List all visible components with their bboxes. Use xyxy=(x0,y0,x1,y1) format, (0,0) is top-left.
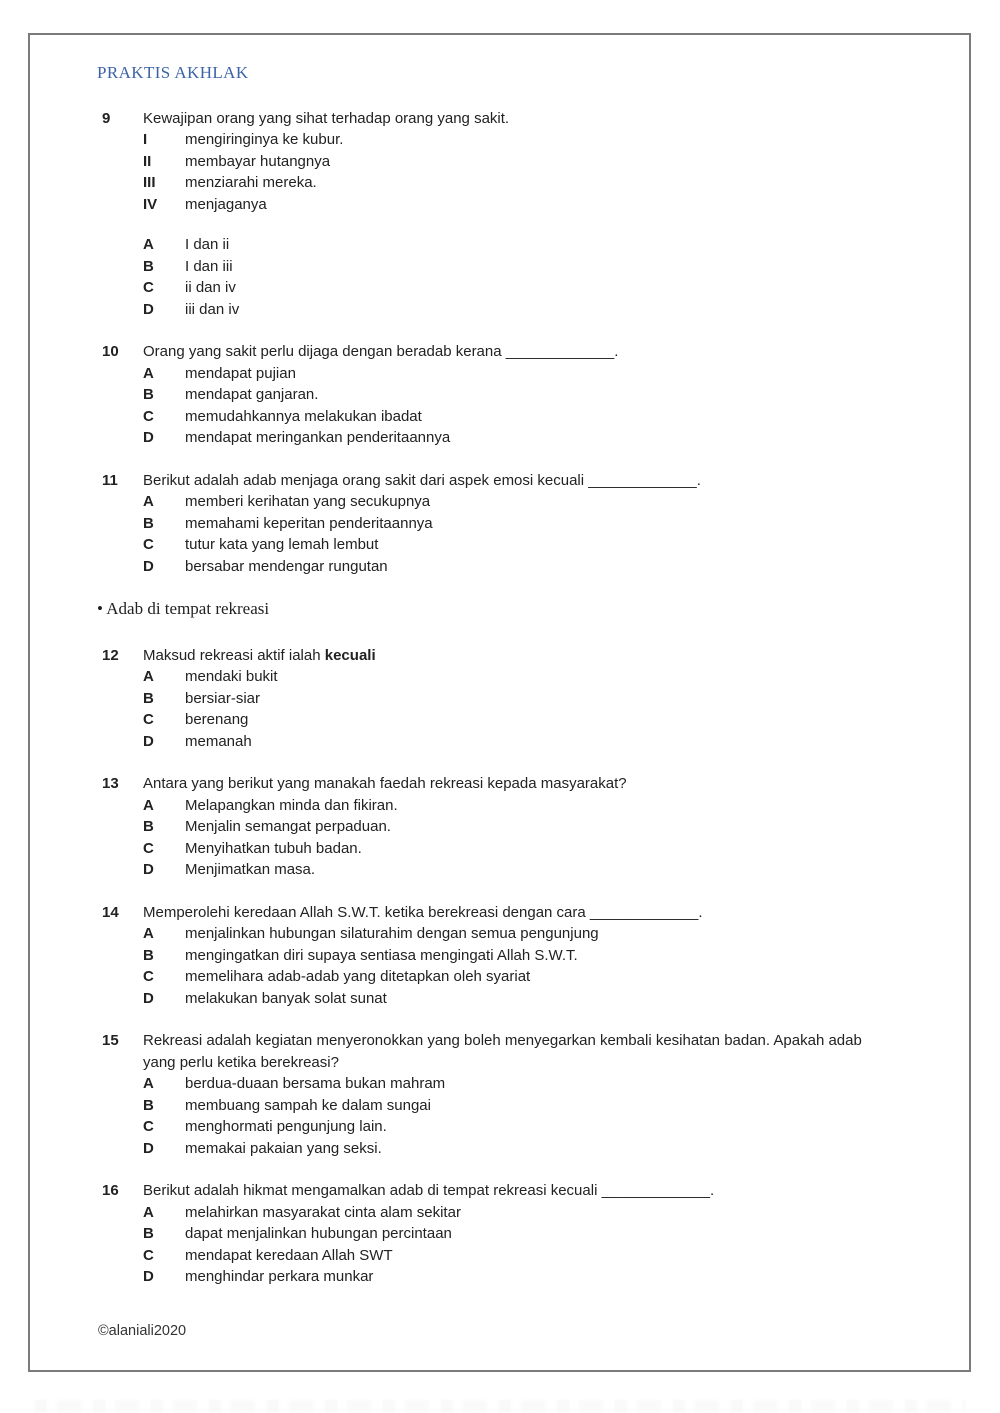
option-text: Melapangkan minda dan fikiran. xyxy=(185,796,398,814)
option-row xyxy=(143,534,907,556)
option-row xyxy=(143,1116,907,1138)
option-row xyxy=(143,966,907,988)
question-text xyxy=(143,902,888,924)
option-text: memberi kerihatan yang secukupnya xyxy=(185,493,431,510)
option-label: C xyxy=(143,536,154,553)
question-text-main: Berikut adalah hikmat mengamalkan adab di tempat rekreasi kecuali _____________. xyxy=(143,1182,715,1199)
question-number: 9 xyxy=(102,109,111,127)
option-label: C xyxy=(143,1118,154,1135)
option-text: ii dan iv xyxy=(185,279,236,296)
option-text: berdua-duaan bersama bukan mahram xyxy=(185,1075,446,1092)
option-label: D xyxy=(143,557,154,575)
question-text-main: Antara yang berikut yang manakah faedah rekreasi kepada masyarakat? xyxy=(143,775,627,792)
option-row xyxy=(143,666,907,688)
statement-text: menziarahi mereka. xyxy=(185,174,317,191)
copyright-footer: ©alaniali2020 xyxy=(98,1322,187,1339)
question-number: 11 xyxy=(102,471,118,489)
option-row xyxy=(143,688,907,710)
option-label: D xyxy=(143,861,154,878)
option-text: melakukan banyak solat sunat xyxy=(185,989,387,1007)
statement-label: I xyxy=(143,131,148,148)
option-text: menjalinkan hubungan silaturahim dengan semua pengunjung xyxy=(185,925,599,942)
option-row xyxy=(143,795,907,817)
option-text: mendapat meringankan penderitaannya xyxy=(185,429,451,446)
question-number: 12 xyxy=(102,646,119,664)
document-content xyxy=(30,35,969,1342)
option-row xyxy=(143,363,907,385)
statement-text: membayar hutangnya xyxy=(185,152,331,170)
section-heading: • Adab di tempat rekreasi xyxy=(97,599,270,618)
statement-label: III xyxy=(143,174,156,191)
option-label: C xyxy=(143,1246,154,1264)
option-text: menghormati pengunjung lain. xyxy=(185,1118,387,1135)
option-row xyxy=(143,1095,907,1117)
option-label: A xyxy=(143,236,154,253)
option-row xyxy=(143,1138,907,1160)
option-row xyxy=(143,234,907,256)
question-block-10 xyxy=(97,341,907,449)
question-text xyxy=(143,1030,888,1073)
option-row xyxy=(143,731,907,753)
option-text: bersabar mendengar rungutan xyxy=(185,557,388,575)
option-text: mendapat keredaan Allah SWT xyxy=(185,1246,393,1264)
option-text: I dan iii xyxy=(185,257,233,275)
option-label: D xyxy=(143,732,154,750)
next-page-cutoff-text xyxy=(35,1400,965,1412)
option-text: berenang xyxy=(185,711,249,728)
option-label: D xyxy=(143,1268,154,1285)
option-text: memelihara adab-adab yang ditetapkan oleh syariat xyxy=(185,968,531,985)
option-label: B xyxy=(143,386,154,403)
option-row xyxy=(143,406,907,428)
question-number: 14 xyxy=(102,903,119,921)
question-text xyxy=(143,470,888,492)
option-label: B xyxy=(143,818,154,835)
option-row xyxy=(143,299,907,321)
option-label: B xyxy=(143,946,154,964)
option-row xyxy=(143,1073,907,1095)
question-block-11 xyxy=(97,470,907,578)
option-row xyxy=(143,838,907,860)
option-row xyxy=(143,256,907,278)
option-label: D xyxy=(143,989,154,1007)
statement-label: II xyxy=(143,152,152,170)
question-number: 15 xyxy=(102,1032,119,1049)
option-label: A xyxy=(143,1075,154,1092)
option-text: membuang sampah ke dalam sungai xyxy=(185,1096,431,1114)
option-label: A xyxy=(143,668,154,685)
option-label: C xyxy=(143,968,154,985)
question-text-main: Maksud rekreasi aktif ialah xyxy=(143,646,321,664)
option-row xyxy=(143,513,907,535)
option-row xyxy=(143,923,907,945)
question-number: 10 xyxy=(102,343,119,360)
question-text xyxy=(143,108,888,130)
option-row xyxy=(143,816,907,838)
option-row xyxy=(143,277,907,299)
option-label: C xyxy=(143,839,154,857)
option-row xyxy=(143,988,907,1010)
option-text: I dan ii xyxy=(185,236,230,253)
question-text-main: Rekreasi adalah kegiatan menyeronokkan yang boleh menyegarkan kembali kesihatan badan. Apakah adab yang perlu ketika berekreasi? xyxy=(143,1032,862,1071)
statement-row xyxy=(143,172,907,194)
option-label: C xyxy=(143,407,154,425)
question-block-13 xyxy=(97,773,907,881)
option-label: A xyxy=(143,796,154,814)
option-text: dapat menjalinkan hubungan percintaan xyxy=(185,1225,452,1242)
option-text: mengingatkan diri supaya sentiasa mengingati Allah S.W.T. xyxy=(185,946,578,964)
statement-label: IV xyxy=(143,195,158,213)
option-label: D xyxy=(143,1139,154,1157)
option-label: C xyxy=(143,711,154,728)
option-text: melahirkan masyarakat cinta alam sekitar xyxy=(185,1203,461,1221)
question-block-15 xyxy=(97,1030,907,1159)
option-label: D xyxy=(143,429,154,446)
option-label: A xyxy=(143,493,154,510)
question-text-main: Berikut adalah adab menjaga orang sakit dari aspek emosi kecuali _____________. xyxy=(143,471,701,489)
doc-title: PRAKTIS AKHLAK xyxy=(97,63,249,82)
option-label: C xyxy=(143,279,154,296)
option-text: iii dan iv xyxy=(185,300,240,318)
option-text: Menjimatkan masa. xyxy=(185,861,316,878)
option-label: B xyxy=(143,514,154,532)
question-text xyxy=(143,341,888,363)
option-text: mendapat ganjaran. xyxy=(185,386,319,403)
statement-text: menjaganya xyxy=(185,195,267,213)
option-text: mendaki bukit xyxy=(185,668,278,685)
option-text: mendapat pujian xyxy=(185,364,296,382)
question-text-main: Orang yang sakit perlu dijaga dengan beradab kerana _____________. xyxy=(143,343,619,360)
document-page xyxy=(28,33,971,1372)
statement-row xyxy=(143,194,907,216)
option-label: A xyxy=(143,364,154,382)
option-row xyxy=(143,709,907,731)
option-row xyxy=(143,859,907,881)
option-label: A xyxy=(143,925,154,942)
question-text xyxy=(143,645,888,667)
question-text-bold: kecuali xyxy=(324,646,376,664)
option-text: memanah xyxy=(185,732,252,750)
question-block-12 xyxy=(97,645,907,753)
question-text xyxy=(143,773,888,795)
option-label: B xyxy=(143,257,154,275)
question-number: 13 xyxy=(102,775,119,792)
statement-row xyxy=(143,129,907,151)
option-text: memudahkannya melakukan ibadat xyxy=(185,407,422,425)
option-label: B xyxy=(143,1225,154,1242)
option-row xyxy=(143,1266,907,1288)
spacer xyxy=(143,215,907,234)
question-text-main: Kewajipan orang yang sihat terhadap orang yang sakit. xyxy=(143,109,510,127)
option-row xyxy=(143,1202,907,1224)
option-row xyxy=(143,491,907,513)
question-block-9 xyxy=(97,108,907,321)
option-row xyxy=(143,945,907,967)
option-row xyxy=(143,384,907,406)
question-block-14 xyxy=(97,902,907,1010)
option-text: Menjalin semangat perpaduan. xyxy=(185,818,391,835)
question-text-main: Memperolehi keredaan Allah S.W.T. ketika berekreasi dengan cara _____________. xyxy=(143,903,703,921)
statement-row xyxy=(143,151,907,173)
statement-text: mengiringinya ke kubur. xyxy=(185,131,344,148)
option-text: memakai pakaian yang seksi. xyxy=(185,1139,382,1157)
option-label: A xyxy=(143,1203,154,1221)
option-row xyxy=(143,427,907,449)
option-row xyxy=(143,556,907,578)
question-text xyxy=(143,1180,888,1202)
option-text: bersiar-siar xyxy=(185,689,261,707)
option-label: B xyxy=(143,689,154,707)
option-text: tutur kata yang lemah lembut xyxy=(185,536,379,553)
option-row xyxy=(143,1245,907,1267)
option-text: menghindar perkara munkar xyxy=(185,1268,374,1285)
question-number: 16 xyxy=(102,1182,119,1199)
option-row xyxy=(143,1223,907,1245)
option-text: memahami keperitan penderitaannya xyxy=(185,514,433,532)
option-label: B xyxy=(143,1096,154,1114)
question-block-16 xyxy=(97,1180,907,1288)
option-text: Menyihatkan tubuh badan. xyxy=(185,839,362,857)
option-label: D xyxy=(143,300,154,318)
